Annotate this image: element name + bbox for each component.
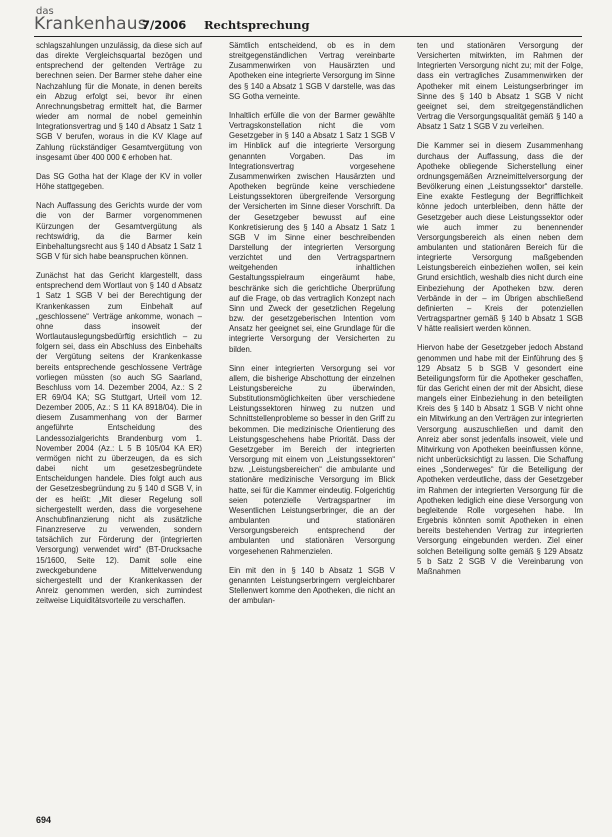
paragraph: Sämtlich entscheidend, ob es in dem streitgegenständlichen Vertrag vereinbarte Zusammenwirken von Hausärzten und Apotheken eine integrierte Versorgung im Sinne des § 140 a Absatz 1 SGB V darstelle, was das SG Gotha verneinte. [229,41,395,101]
paragraph: ten und stationären Versorgung der Versicherten mitwirkten, im Rahmen der Integrierten Versorgung nicht zu; mit der Folge, dass ein vertragliches Zusammenwirken der Apotheker mit einem Leistungserbringer im Sinne des § 140 b Absatz 1 SGB V nicht geeignet sei, dem streitgegenständlichen Vertrag die Versorgungsqualität gemäß § 140 a Absatz 1 Satz 1 SGB V zu verleihen. [417,41,583,132]
paragraph: Das SG Gotha hat der Klage der KV in voller Höhe stattgegeben. [36,171,202,192]
logo-prefix: das [36,6,54,17]
page-number: 694 [36,815,52,825]
journal-logo [34,6,147,36]
paragraph: Sinn einer integrierten Versorgung sei vor allem, die bisherige Abschottung der einzelnen Leistungsbereiche zu überwinden, Substitutionsmöglichkeiten über verschiedene Leistungssektoren hinweg zu nutzen und Schnittstellenprobleme so besser in den Griff zu bekommen. Die medizinische Orientierung des Leistungsgeschehens habe Priorität. Dass der Gesetzgeber im Bereich der integrierten Versorgung mit einem von „Leistungssektoren“ bzw. „Leistungsbereichen“ die ambulante und stationäre medizinische Versorgung im Blick hatte, sei für die Kammer eindeutig. Folgerichtig seien potenzielle Vertragspartner im Wesentlichen Leistungserbringer, die an der ambulanten und stationären Versorgungsbereich entsprechend der ambulanten und stationären Versorgung vorgesehenen Rahmenzielen. [229,363,395,556]
issue-number: 7/2006 [142,18,187,32]
paragraph: schlagszahlungen unzulässig, da diese sich auf das direkte Vergleichsquartal bezögen und entsprechend der geltenden Verträge zu berechnen seien. Der Barmer stehe daher eine Nachzahlung für die Monate, in denen bereits ein Abzug erfolgt sei, bevor ihr einen Anrechnungsbetrag ermittelt hat, die Barmer wieder am normal de nobel gemeinhin Integrationsvertrag und § 140 d Absatz 1 Satz 1 SGB V berufen, woraus in die KV Klage auf Zahlung rückständiger Gesamtvergütung von insgesamt über 400 000 € erhoben hat. [36,41,202,162]
text-column-2 [229,41,395,615]
paragraph: Hiervon habe der Gesetzgeber jedoch Abstand genommen und habe mit der Einführung des § 129 Absatz 5 b SGB V gesondert eine Beteiligungsform für die Apotheker geschaffen, für das Gericht einen der mit der Absicht, diese mangels einer Einbeziehung in den beteiligten Kreis des § 140 b Absatz 1 SGB V nicht ohne ein Mitwirkung an den Verträgen zur integrierten Versorgung auszuschließen und damit den Anreiz aber sonst jedenfalls insoweit, viele und Mitwirkung von Apotheken beeinflussen könne, nicht unberücksichtigt zu lassen. Die Schaffung eines „Sonderweges“ für die Beteiligung der Apotheken verdeutliche, dass der Gesetzgeber im Rahmen der integrierten Versorgung für die Apotheken lediglich eine diese Versorgung von begleitende Rolle vorgesehen habe. Im Ergebnis könnten somit Apotheken in einen bereits bestehenden Vertrag zur integrierten Versorgung eingebunden werden. Ziel einer solchen Beteiligung sollte gemäß § 129 Absatz 5 b Satz 2 SGB V die Vereinbarung von Maßnahmen [417,343,583,576]
logo-title: Krankenhaus [34,14,147,34]
paragraph: Die Kammer sei in diesem Zusammenhang durchaus der Auffassung, dass die der Apotheke obliegende Sicherstellung einer ordnungsgemäßen Arzneimittelversorgung der Bevölkerung einen „Leistungssektor“ darstelle. Eine exakte Festlegung der Begrifflichkeit könne jedoch unterbleiben, denn hätte der Gesetzgeber auch diese Leistungssektor oder wie auch immer zu benennender Versorgungsbereich als einen neben dem ambulanten und stationären Bereich für die integrierte Versorgung maßgebenden Leistungsbereich einbeziehen wollen, sei kein Grund ersichtlich, weshalb dies nicht durch eine Einbeziehung der Apotheken bzw. deren Verbände in der – im Übrigen abschließend definierten – Kreis der potenziellen Vertragspartner gemäß § 140 b Absatz 1 SGB V hätte realisiert werden können. [417,141,583,334]
text-column-3 [417,41,583,586]
text-column-1 [36,41,202,615]
paragraph: Zunächst hat das Gericht klargestellt, dass entsprechend dem Wortlaut von § 140 d Absatz 1 Satz 1 SGB V bei der Berechtigung der Krankenkassen zum Einbehalt auf „geschlossene“ Verträge ankomme, wonach – ohne dass insoweit der Wortlautauslegungsbedürftig ersichtlich – zu folgern sei, dass ein Abschluss des Einbehalts der Vergütung seitens der Krankenkasse bereits entsprechende geschlossene Verträge vorliegen müssten (so auch SG Saarland, Beschluss vom 14. Dezember 2004, Az.: S 2 ER 69/04 KA; SG Stuttgart, Urteil vom 12. Dezember 2005, Az.: S 11 KA 8918/04). Die in diesem Zusammenhang von der Barmer angeführte Entscheidung des Landessozialgerichts Brandenburg vom 1. November 2004 (Az.: L 5 B 105/04 KA ER) vermögen nicht zu überzeugen, da es sich dabei nicht um gesetzesbegründete Entscheidungen handele. Dies folgt auch aus der Gesetzesbegründung zu § 140 d SGB V, in der es heißt: „Mit dieser Regelung soll sichergestellt werden, dass die vorgesehene Anschubfinanzierung nicht als zusätzliche Finanzreserve zu verwenden, sondern tatsächlich zur Förderung der (integrierten Versorgung) verwendet wird“ (BT-Drucksache 15/1600, Seite 12). Damit solle eine zweckgebundene Mittelverwendung sichergestellt und der Krankenkassen der Anreiz genommen werden, sich zumindest zeitweise Liquiditätsvorteile zu verschaffen. [36,271,202,606]
page-header [34,6,582,37]
paragraph: Nach Auffassung des Gerichts wurde der vom die von der Barmer vorgenommenen Kürzungen der Gesamtvergütung als rechtswidrig, da die Barmer kein Einbehaltungsrecht aus § 140 d Absatz 1 Satz 1 SGB V für sich habe beanspruchen können. [36,201,203,261]
section-title: Rechtsprechung [204,18,310,32]
paragraph: Ein mit den in § 140 b Absatz 1 SGB V genannten Leistungserbringern vergleichbarer Stellenwert komme den Apotheken, die nicht an der ambulan- [229,565,395,606]
paragraph: Inhaltlich erfülle die von der Barmer gewählte Vertragskonstellation nicht die vom Gesetzgeber in § 140 a Absatz 1 Satz 1 SGB V im Hinblick auf die integrierte Versorgung genannten Vorgaben. Das im Integrationsvertrag vorgesehene Zusammenwirken zwischen Hausärzten und Apotheken begründe keine verschiedene Leistungssektoren übergreifende Versorgung der Versicherten im Sinne dieser Vorschrift. Da der Gesetzgeber bewusst auf eine Konkretisierung des § 140 a Absatz 1 Satz 1 SGB V im Sinne einer beschreibenden Darstellung der integrierten Versorgung verzichtet und den Vertragspartnern weitgehenden inhaltlichen Gestaltungsspielraum eingeräumt habe, beschränke sich die gerichtliche Überprüfung auf die Frage, ob das vertraglich Konzept nach Sinn und Zweck der gesetzlichen Regelung bzw. der gesetzgeberischen Intention vom Ansatz her geeignet sei, eine Grundlage für die integrierte Versorgung der Versicherten zu bilden. [229,110,395,354]
